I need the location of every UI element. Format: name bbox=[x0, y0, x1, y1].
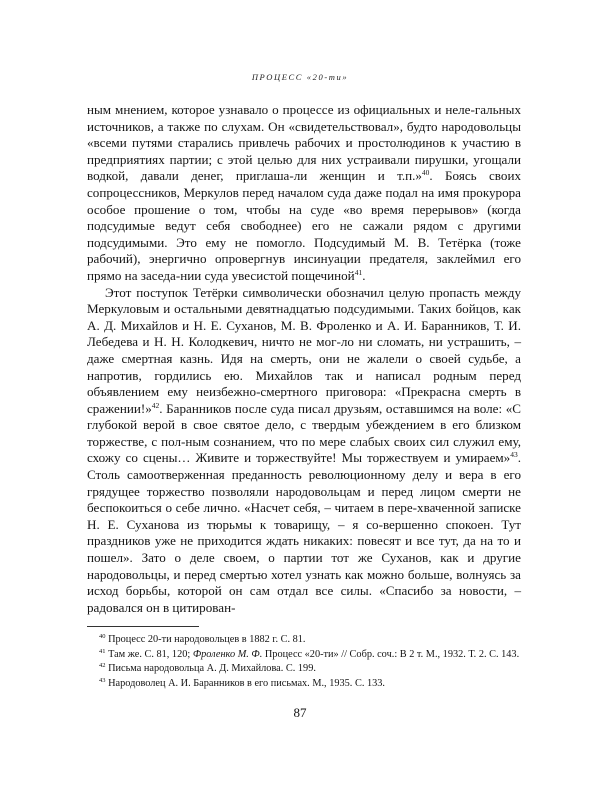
footnote: $^{40}$ Процесс 20-ти народовольцев в 1882 г. С. 81. bbox=[99, 633, 306, 645]
footnote: $^{43}$ Народоволец А. И. Баранников в его письмах. М., 1935. С. 133. bbox=[99, 676, 385, 689]
running-header: ПРОЦЕСС «20-ти» bbox=[251, 72, 349, 82]
footnote-divider bbox=[87, 626, 199, 627]
footnote-ref[interactable]: 40 bbox=[421, 168, 430, 178]
footnote-number: 43 bbox=[99, 676, 106, 684]
footnote-number: 41 bbox=[99, 647, 106, 655]
paragraph: ным мнением, которое узнавало о процессе из официальных и неле-гальных источников, а также по слухам. Он «свидетельствовал», будто народовольцы «всеми путями старались привлечь рабочих и простолюдинов к участию в предприятиях партии; с этой целью для них устраивали пирушки, угощали водкой, давали денег, приглаша-ли женщин и т.п.»$^{40}$. Боясь своих сопроцессников, Меркулов перед началом суда даже подал на имя прокурора особое прошение о том, чтобы на суде «во время перерывов» (когда подсудимые ведут себя свободнее) его не сажали рядом с другими подсудимыми. Это ему не помогло. Подсудимый М. В. Тетёрка (тоже рабочий), энергично опровергнув инсинуации предателя, заклеймил его прямо на заседа-нии суда увесистой пощечиной$^{41}$. bbox=[87, 102, 521, 283]
footnote-number: 40 bbox=[99, 633, 106, 640]
footnote-number: 42 bbox=[99, 662, 106, 670]
footnote: $^{42}$ Письма народовольца А. Д. Михайлова. С. 199. bbox=[99, 662, 316, 675]
footnote-ref[interactable]: 41 bbox=[354, 267, 363, 277]
main-text bbox=[87, 102, 521, 616]
paragraph: Этот поступок Тетёрки символически обозначил целую пропасть между Меркуловым и остальными девятнадцатью подсудимыми. Таких бойцов, как А. Д. Михайлов и Н. Е. Суханов, М. В. Фроленко и А. И. Баранников, Т. И. Лебедева и Н. Н. Колодкевич, ничто не мог-ло ни сломать, ни устрашить, – даже смертная казнь. Идя на смерть, они не жалели о своей судьбе, а напротив, гордились ею. Михайлов так и написал родным перед объявлением ему неизбежно-смертного приговора: «Прекрасна смерть в сражении!»$^{42}$. Баранников после суда писал друзьям, оставшимся на воле: «С глубокой верой в свое святое дело, с твердым убеждением в его близком торжестве, с пол-ным сознанием, что по мере слабых своих сил служил ему, схожу со сцены… Живите и торжествуйте! Мы торжествуем и умираем»$^{43}$. Столь самоотверженная преданность революционному делу и вера в его грядущее торжество позволяли народовольцам и перед лицом смерти не беспокоиться о себе лично. «Насчет себя, – читаем в пере-хваченной записке Н. Е. Суханова из тюрьмы к товарищу, – я со-вершенно спокоен. Тут праздников уже не приходится ждать никаких: повесят и все тут, да на то и пошел». Зато о деле своем, о партии тот же Суханов, как и другие народовольцы, и перед смертью хотел узнать как можно больше, волнуясь за исход борьбы, которой он сам отдал все силы. «Спасибо за новости, – радовался он в цитирован- bbox=[87, 284, 521, 615]
page-number: 87 bbox=[293, 705, 307, 720]
footnote: $^{41}$ Там же. С. 81, 120; Фроленко М. Ф. Процесс «20-ти» // Собр. соч.: В 2 т. М., 1932. Т. 2. С. 143. bbox=[99, 647, 520, 660]
footnote-ref[interactable]: 42 bbox=[151, 400, 160, 410]
footnote-ref[interactable]: 43 bbox=[510, 450, 518, 460]
footnotes bbox=[87, 633, 521, 691]
